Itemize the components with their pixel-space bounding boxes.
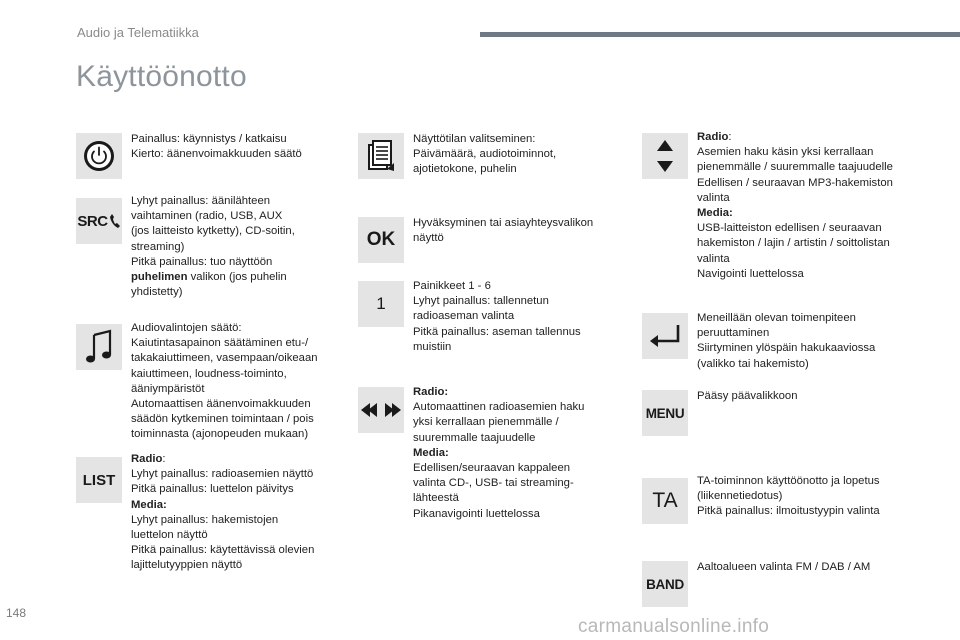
preset-button-icon: 1 — [358, 281, 404, 327]
band-button-icon: BAND — [642, 561, 688, 607]
watermark: carmanualsonline.info — [578, 616, 770, 637]
header-bar — [480, 32, 960, 37]
ta-button-icon: TA — [642, 478, 688, 524]
src-button-icon: SRC — [76, 198, 122, 244]
updown-description: Radio: Asemien haku käsin yksi kerrallaan pienemmälle / suuremmalle taajuudelle Edellisen / seuraavan MP3-hakemiston valinta Media: USB-laitteiston edellisen / seuraavan hakemiston / lajin / artistin / soittolistan valinta Navigointi luettelossa — [697, 131, 893, 280]
music-note-icon — [84, 329, 114, 365]
display-button-icon — [358, 133, 404, 179]
power-description: Painallus: käynnistys / katkaisu Kierto: äänenvoimakkuuden säätö — [131, 133, 302, 161]
up-down-arrows-icon — [655, 139, 675, 173]
section-header: Audio ja Telematiikka — [77, 25, 199, 40]
menu-button-icon: MENU — [642, 390, 688, 436]
page-number: 148 — [6, 606, 27, 620]
back-button-icon — [642, 313, 688, 359]
updown-button-icon — [642, 133, 688, 179]
audio-button-icon — [76, 324, 122, 370]
power-icon — [82, 139, 116, 173]
list-description: Radio: Lyhyt painallus: radioasemien näyttö Pitkä painallus: luettelon päivitys Media: Lyhyt painallus: hakemistojen luettelon näyttö Pitkä painallus: käytettävissä olevien lajittelutyyppien näyttö — [131, 453, 315, 572]
seek-description: Radio: Automaattinen radioasemien haku yksi kerrallaan pienemmälle / suuremmalle taajuudelle Media: Edellisen/seuraavan kappaleen valinta CD-, USB- tai streaming- lähteestä Pikanavigointi luettelossa — [413, 386, 585, 520]
preset-description: Painikkeet 1 - 6 Lyhyt painallus: tallennetun radioaseman valinta Pitkä painallus: aseman tallennus muistiin — [413, 280, 581, 353]
phone-icon — [109, 213, 121, 229]
seek-arrows-icon — [360, 402, 402, 418]
display-description: Näyttötilan valitseminen: Päivämäärä, audiotoiminnot, ajotietokone, puhelin — [413, 133, 557, 176]
power-button-icon — [76, 133, 122, 179]
ok-description: Hyväksyminen tai asiayhteysvalikon näyttö — [413, 217, 594, 245]
band-description: Aaltoalueen valinta FM / DAB / AM — [697, 561, 871, 573]
ta-description: TA-toiminnon käyttöönotto ja lopetus (liikennetiedotus) Pitkä painallus: ilmoitustyypin valinta — [697, 475, 880, 518]
display-mode-icon — [366, 139, 396, 173]
ok-button-icon: OK — [358, 217, 404, 263]
back-description: Meneillään olevan toimenpiteen peruuttaminen Siirtyminen ylöspäin hakukaaviossa (valikko tai hakemisto) — [697, 312, 876, 370]
src-description: Lyhyt painallus: äänilähteen vaihtaminen (radio, USB, AUX (jos laitteisto kytketty), CD-soitin, streaming) Pitkä painallus: tuo näyttöön puhelimen valikon (jos puhelin yhdistetty) — [131, 195, 295, 299]
menu-description: Pääsy päävalikkoon — [697, 390, 798, 402]
back-arrow-icon — [648, 323, 682, 349]
page-title: Käyttöönotto — [76, 60, 247, 93]
audio-description: Audiovalintojen säätö: Kaiutintasapainon säätäminen etu-/ takakaiuttimeen, vasempaan/oikeaan kaiuttimeen, loudness-toiminto, ääniympäristöt Automaattisen äänenvoimakkuuden säädön kytkeminen toimintaan / pois toiminnasta (ajonopeuden mukaan) — [131, 322, 318, 441]
seek-button-icon — [358, 387, 404, 433]
list-button-icon: LIST — [76, 457, 122, 503]
